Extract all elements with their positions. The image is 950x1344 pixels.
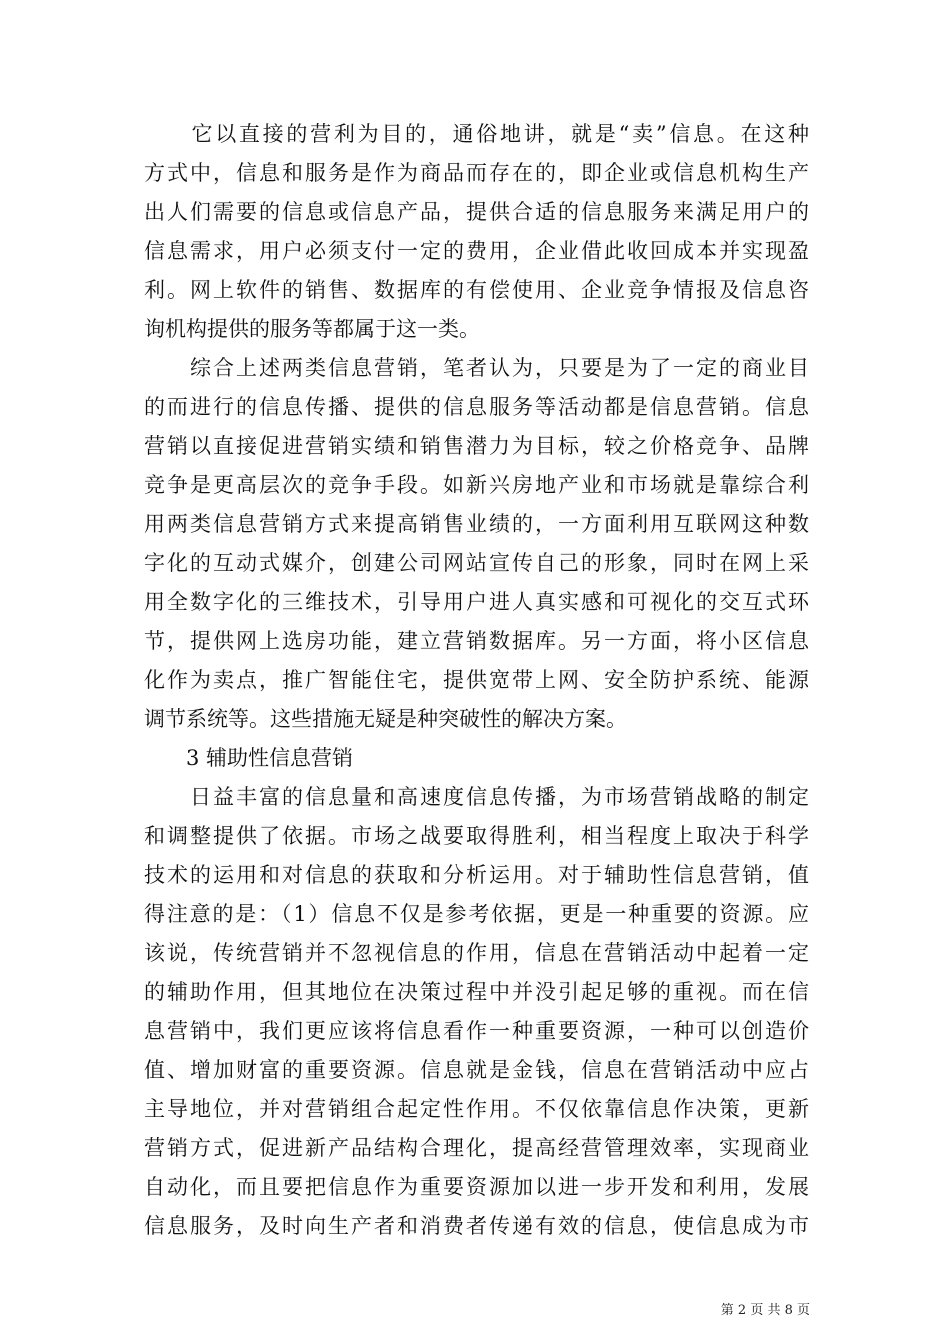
- text-line: 信息需求，用户必须支付一定的费用，企业借此收回成本并实现盈: [144, 239, 809, 263]
- text-line: 用全数字化的三维技术，引导用户进人真实感和可视化的交互式环: [144, 590, 809, 614]
- text-line: 综合上述两类信息营销，笔者认为，只要是为了一定的商业目: [144, 356, 809, 380]
- text-line: 它以直接的营利为目的，通俗地讲，就是“卖”信息。在这种: [144, 122, 809, 146]
- text-line: 用两类信息营销方式来提高销售业绩的，一方面利用互联网这种数: [144, 512, 809, 536]
- text-line: 得注意的是：（1）信息不仅是参考依据，更是一种重要的资源。应: [144, 902, 809, 926]
- text-line: 利。网上软件的销售、数据库的有偿使用、企业竞争情报及信息咨: [144, 278, 809, 302]
- text-line: 信息服务，及时向生产者和消费者传递有效的信息，使信息成为市: [144, 1214, 809, 1238]
- text-line: 字化的互动式媒介，创建公司网站宣传自己的形象，同时在网上采: [144, 551, 809, 575]
- text-line: 调节系统等。这些措施无疑是种突破性的解决方案。: [144, 707, 627, 731]
- text-line: 息营销中，我们更应该将信息看作一种重要资源，一种可以创造价: [144, 1019, 809, 1043]
- text-line: 自动化，而且要把信息作为重要资源加以进一步开发和利用，发展: [144, 1175, 809, 1199]
- text-line: 主导地位，并对营销组合起定性作用。不仅依靠信息作决策，更新: [144, 1097, 809, 1121]
- text-line: 该说，传统营销并不忽视信息的作用，信息在营销活动中起着一定: [144, 941, 809, 965]
- text-line: 出人们需要的信息或信息产品，提供合适的信息服务来满足用户的: [144, 200, 809, 224]
- page-number: 第 2 页 共 8 页: [720, 1303, 810, 1318]
- section-heading: 3 辅助性信息营销: [144, 746, 354, 770]
- text-line: 日益丰富的信息量和高速度信息传播，为市场营销战略的制定: [144, 785, 809, 809]
- text-line: 询机构提供的服务等都属于这一类。: [144, 317, 480, 341]
- text-line: 的而进行的信息传播、提供的信息服务等活动都是信息营销。信息: [144, 395, 809, 419]
- text-line: 营销方式，促进新产品结构合理化，提高经营管理效率，实现商业: [144, 1136, 809, 1160]
- text-line: 技术的运用和对信息的获取和分析运用。对于辅助性信息营销，值: [144, 863, 809, 887]
- text-line: 方式中，信息和服务是作为商品而存在的，即企业或信息机构生产: [144, 161, 809, 185]
- text-line: 竞争是更高层次的竞争手段。如新兴房地产业和市场就是靠综合利: [144, 473, 809, 497]
- text-line: 和调整提供了依据。市场之战要取得胜利，相当程度上取决于科学: [144, 824, 809, 848]
- text-line: 值、增加财富的重要资源。信息就是金钱，信息在营销活动中应占: [144, 1058, 809, 1082]
- text-line: 节，提供网上选房功能，建立营销数据库。另一方面，将小区信息: [144, 629, 809, 653]
- text-line: 的辅助作用，但其地位在决策过程中并没引起足够的重视。而在信: [144, 980, 809, 1004]
- text-line: 化作为卖点，推广智能住宅，提供宽带上网、安全防护系统、能源: [144, 668, 809, 692]
- text-line: 营销以直接促进营销实绩和销售潜力为目标，较之价格竞争、品牌: [144, 434, 809, 458]
